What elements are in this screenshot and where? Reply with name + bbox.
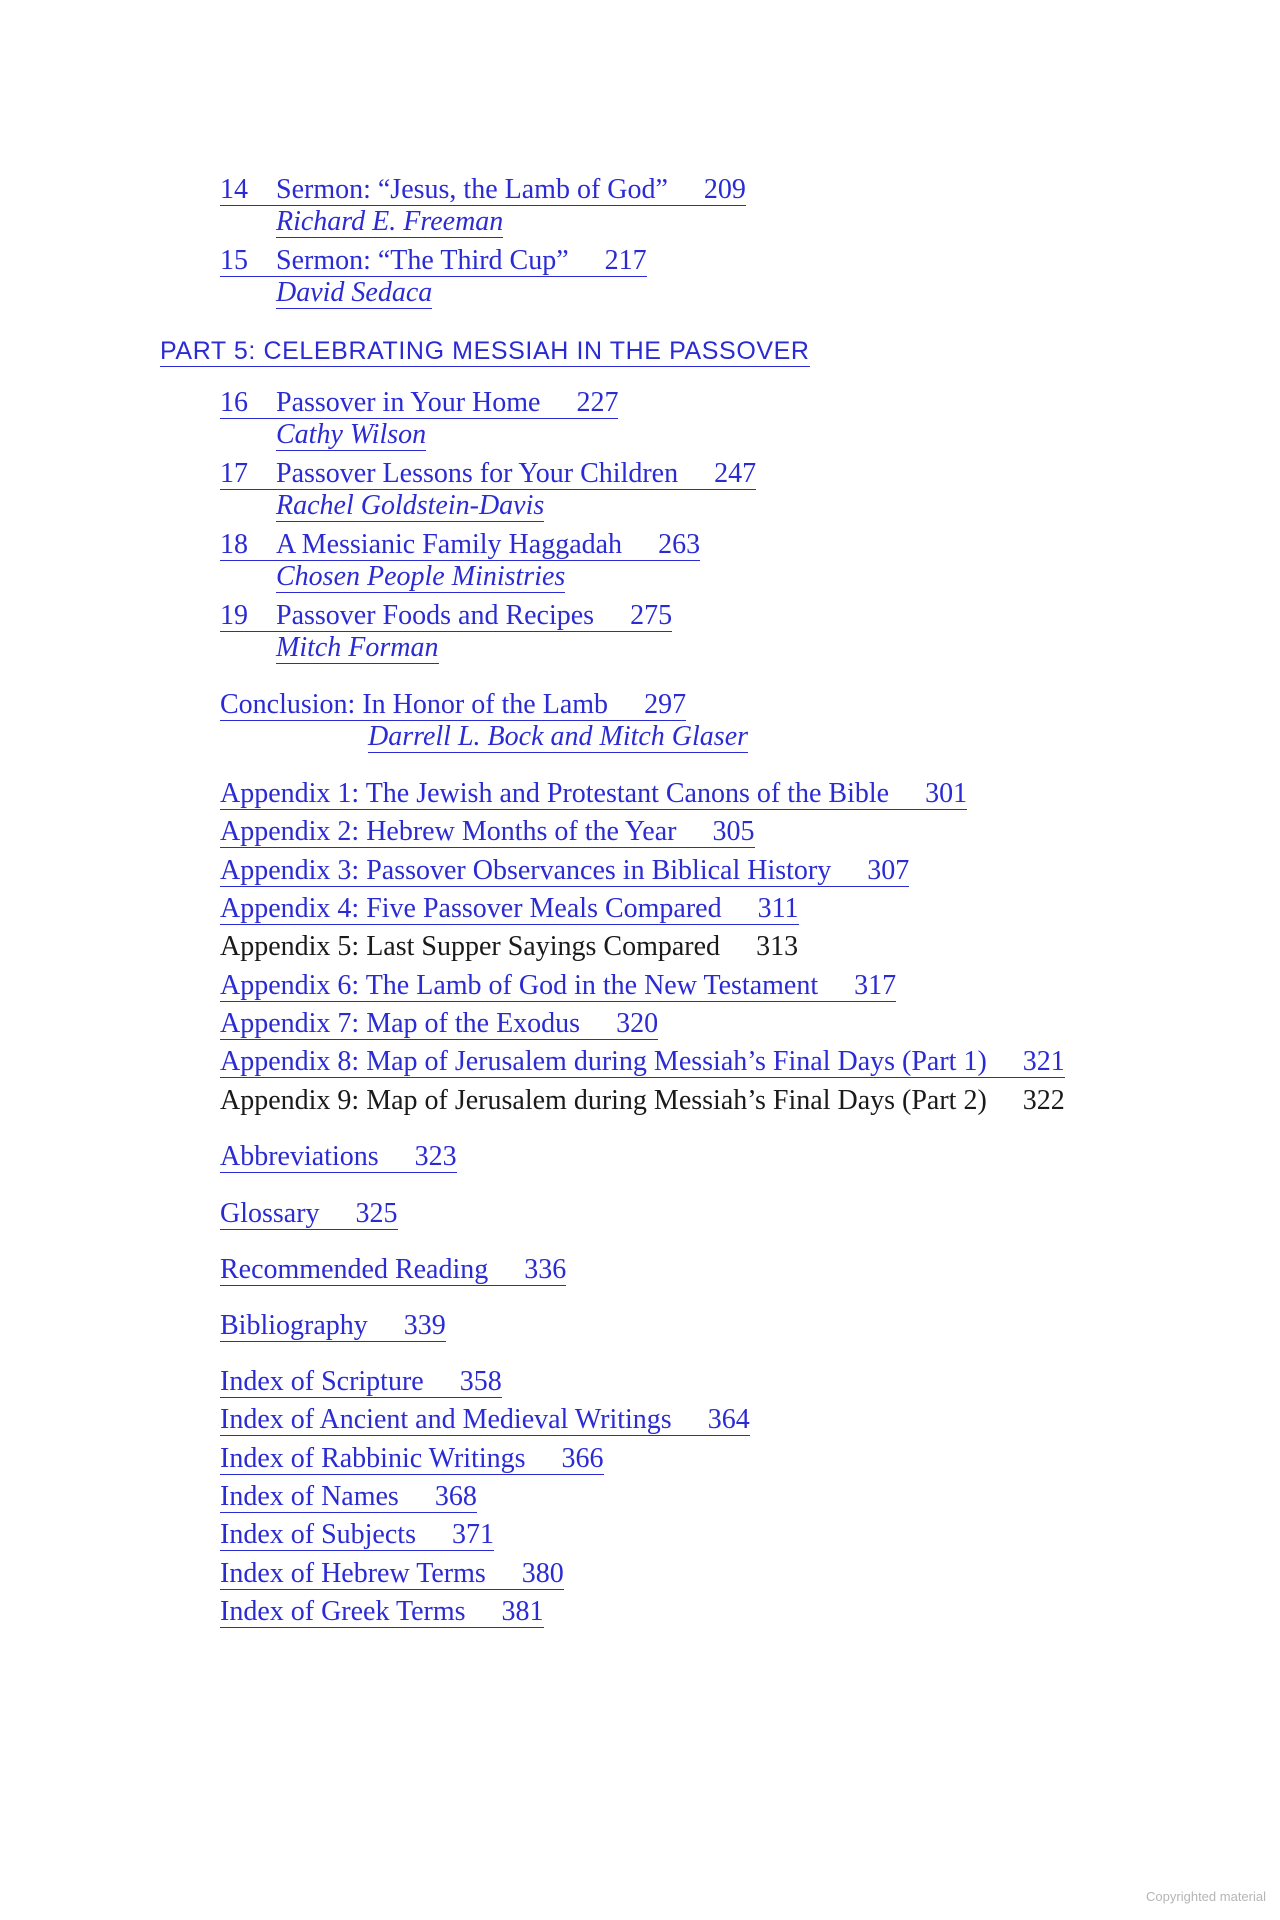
chapter-title: Sermon: “Jesus, the Lamb of God” [276, 174, 668, 205]
toc-entry-index-hebrew [220, 1558, 564, 1590]
chapter-title: Passover Foods and Recipes [276, 600, 595, 631]
toc-entry-index-greek [220, 1596, 544, 1628]
appendix-title: Appendix 7: Map of the Exodus [220, 1008, 581, 1039]
chapter-author-link[interactable]: Rachel Goldstein-Davis [276, 490, 545, 521]
toc-entry-appendix-6 [220, 970, 896, 1002]
page-number: 247 [714, 458, 757, 489]
chapter-title: Passover in Your Home [276, 387, 541, 418]
index-title: Index of Ancient and Medieval Writings [220, 1404, 672, 1435]
chapter-number: 16 [220, 387, 248, 418]
appendix-title: Appendix 2: Hebrew Months of the Year [220, 816, 677, 847]
toc-link-index-ancient-medieval[interactable] [220, 1404, 750, 1436]
toc-link-appendix-2[interactable] [220, 816, 755, 848]
page-number: 313 [756, 931, 799, 962]
page-number: 320 [616, 1008, 659, 1039]
page-number: 297 [644, 689, 687, 720]
toc-link-appendix-7[interactable] [220, 1008, 658, 1040]
toc-link-chapter-16[interactable] [220, 387, 618, 419]
toc-link-chapter-14[interactable] [220, 174, 746, 206]
toc-entry-index-rabbinic [220, 1443, 604, 1475]
chapter-number: 15 [220, 245, 248, 276]
toc-link-index-rabbinic[interactable] [220, 1443, 604, 1475]
page-number: 305 [712, 816, 755, 847]
entry-title: Bibliography [220, 1310, 368, 1341]
toc-link-chapter-18[interactable] [220, 529, 700, 561]
toc-entry-conclusion [220, 689, 748, 753]
page-number: 263 [658, 529, 701, 560]
page-number: 311 [757, 893, 799, 924]
index-title: Index of Subjects [220, 1519, 416, 1550]
toc-link-index-greek[interactable] [220, 1596, 544, 1628]
appendix-title: Appendix 5: Last Supper Sayings Compared [220, 931, 721, 962]
toc-link-recommended-reading[interactable] [220, 1254, 566, 1286]
toc-entry-appendix-3 [220, 855, 909, 887]
entry-title: Recommended Reading [220, 1254, 489, 1285]
chapter-author-link[interactable]: Mitch Forman [276, 632, 439, 663]
page-number: 307 [867, 855, 910, 886]
chapter-number: 19 [220, 600, 248, 631]
page-number: 321 [1022, 1046, 1065, 1077]
toc-entry-appendix-1 [220, 778, 967, 810]
toc-link-index-hebrew[interactable] [220, 1558, 564, 1590]
index-title: Index of Hebrew Terms [220, 1558, 486, 1589]
chapter-title: Passover Lessons for Your Children [276, 458, 679, 489]
page-number: 217 [604, 245, 647, 276]
toc-link-appendix-4[interactable] [220, 893, 799, 925]
chapter-author-link[interactable]: Chosen People Ministries [276, 561, 566, 592]
conclusion-title: Conclusion: In Honor of the Lamb [220, 689, 609, 720]
toc-link-glossary[interactable] [220, 1198, 398, 1230]
page-number: 366 [561, 1443, 604, 1474]
appendix-title: Appendix 4: Five Passover Meals Compared [220, 893, 722, 924]
toc-text-appendix-9 [220, 1085, 1065, 1116]
page-number: 325 [355, 1198, 398, 1229]
appendix-title: Appendix 9: Map of Jerusalem during Messiah’s Final Days (Part 2) [220, 1085, 987, 1116]
page-number: 339 [403, 1310, 446, 1341]
appendix-title: Appendix 3: Passover Observances in Biblical History [220, 855, 832, 886]
entry-title: Abbreviations [220, 1141, 379, 1172]
toc-link-appendix-8[interactable] [220, 1046, 1065, 1078]
toc-entry-index-scripture [220, 1366, 502, 1398]
page-number: 323 [414, 1141, 457, 1172]
toc-entry-19 [220, 600, 672, 664]
chapter-author-link[interactable]: David Sedaca [276, 277, 433, 308]
index-title: Index of Greek Terms [220, 1596, 466, 1627]
toc-entry-index-names [220, 1481, 477, 1513]
toc-link-appendix-6[interactable] [220, 970, 896, 1002]
chapter-number: 17 [220, 458, 248, 489]
index-title: Index of Names [220, 1481, 399, 1512]
toc-entry-bibliography [220, 1310, 446, 1342]
toc-text-appendix-5 [220, 931, 798, 962]
toc-link-appendix-3[interactable] [220, 855, 909, 887]
page-number: 380 [521, 1558, 564, 1589]
chapter-author-link[interactable]: Richard E. Freeman [276, 206, 504, 237]
page-number: 336 [524, 1254, 567, 1285]
toc-link-chapter-17[interactable] [220, 458, 756, 490]
page-number: 227 [576, 387, 619, 418]
chapter-title: Sermon: “The Third Cup” [276, 245, 569, 276]
page-number: 275 [630, 600, 673, 631]
page-number: 209 [703, 174, 746, 205]
toc-link-index-subjects[interactable] [220, 1519, 494, 1551]
toc-entry-appendix-7 [220, 1008, 658, 1040]
toc-link-appendix-1[interactable] [220, 778, 967, 810]
toc-entry-14 [220, 174, 746, 238]
conclusion-author-link[interactable]: Darrell L. Bock and Mitch Glaser [368, 721, 749, 752]
toc-link-bibliography[interactable] [220, 1310, 446, 1342]
copyright-notice: Copyrighted material [1146, 1889, 1266, 1904]
toc-entry-recommended-reading [220, 1254, 566, 1286]
toc-entry-abbreviations [220, 1141, 457, 1173]
page-number: 364 [707, 1404, 750, 1435]
toc-entry-index-ancient-medieval [220, 1404, 750, 1436]
toc-entry-index-subjects [220, 1519, 494, 1551]
chapter-number: 18 [220, 529, 248, 560]
page-number: 301 [925, 778, 968, 809]
page-number: 381 [501, 1596, 544, 1627]
index-title: Index of Rabbinic Writings [220, 1443, 526, 1474]
toc-entry-18 [220, 529, 700, 593]
toc-entry-appendix-4 [220, 893, 799, 925]
toc-entry-appendix-9 [220, 1085, 1065, 1117]
toc-link-conclusion[interactable] [220, 689, 686, 721]
part-5-heading-link[interactable]: PART 5: CELEBRATING MESSIAH IN THE PASSOVER [160, 337, 810, 365]
toc-entry-glossary [220, 1198, 398, 1230]
toc-link-index-names[interactable] [220, 1481, 477, 1513]
chapter-author-link[interactable]: Cathy Wilson [276, 419, 427, 450]
toc-entry-appendix-2 [220, 816, 755, 848]
toc-link-index-scripture[interactable] [220, 1366, 502, 1398]
entry-title: Glossary [220, 1198, 320, 1229]
chapter-number: 14 [220, 174, 248, 205]
page-number: 371 [451, 1519, 494, 1550]
toc-entry-16 [220, 387, 618, 451]
toc-entry-appendix-5 [220, 931, 798, 963]
page-number: 358 [459, 1366, 502, 1397]
chapter-title: A Messianic Family Haggadah [276, 529, 623, 560]
page-number: 368 [434, 1481, 477, 1512]
toc-entry-appendix-8 [220, 1046, 1065, 1078]
toc-entry-17 [220, 458, 756, 522]
index-title: Index of Scripture [220, 1366, 424, 1397]
page-number: 317 [854, 970, 897, 1001]
appendix-title: Appendix 8: Map of Jerusalem during Messiah’s Final Days (Part 1) [220, 1046, 987, 1077]
appendix-title: Appendix 1: The Jewish and Protestant Canons of the Bible [220, 778, 890, 809]
appendix-title: Appendix 6: The Lamb of God in the New Testament [220, 970, 819, 1001]
page-number: 322 [1022, 1085, 1065, 1116]
toc-entry-15 [220, 245, 647, 309]
toc-link-chapter-19[interactable] [220, 600, 672, 632]
toc-link-chapter-15[interactable] [220, 245, 647, 277]
toc-link-abbreviations[interactable] [220, 1141, 457, 1173]
